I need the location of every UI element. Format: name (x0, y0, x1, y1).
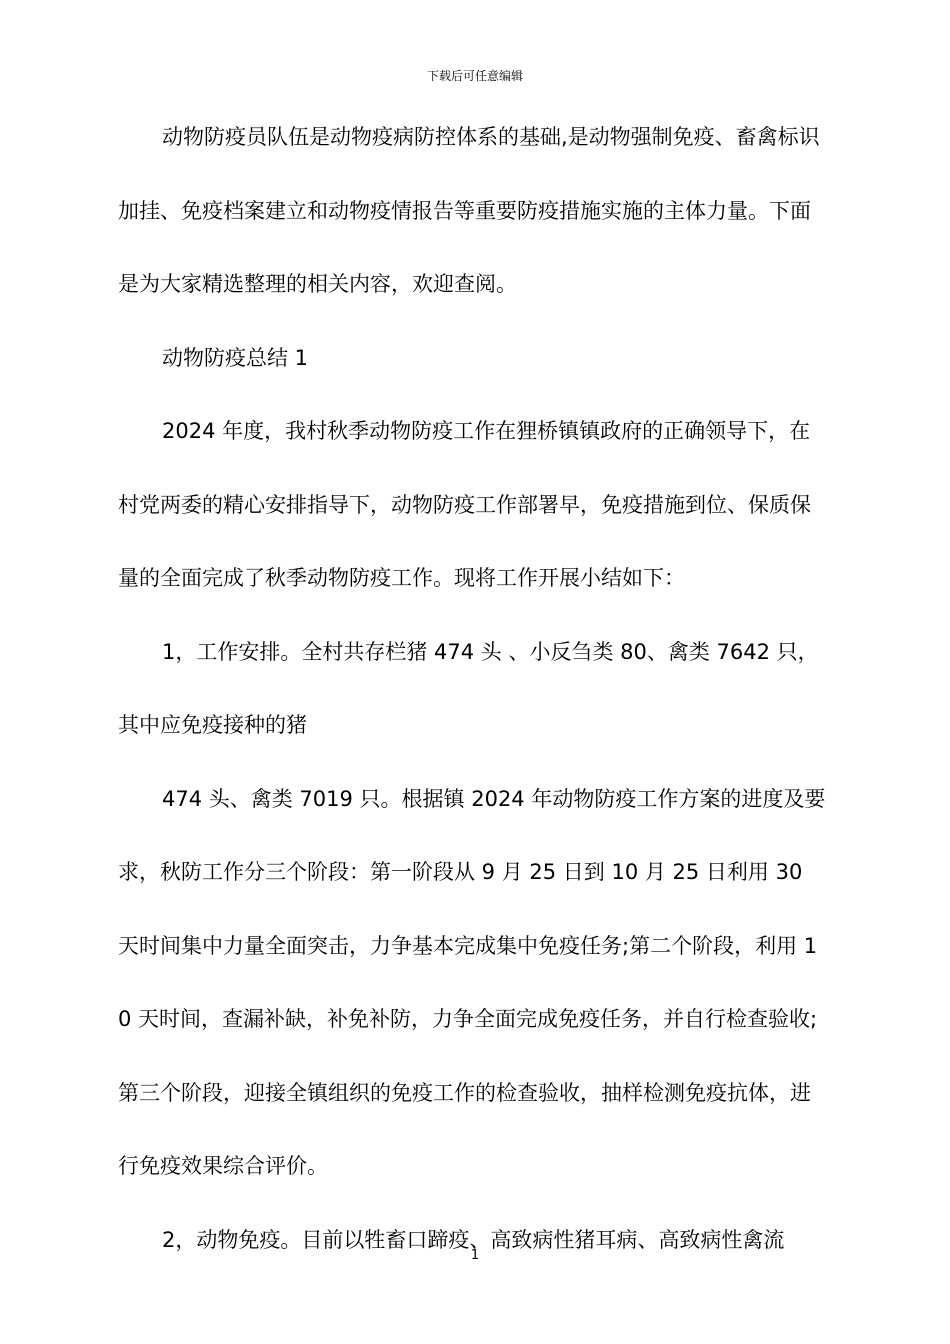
paragraph-summary: 2024 年度，我村秋季动物防疫工作在狸桥镇镇政府的正确领导下，在村党两委的精心安排指导下，动物防疫工作部署早，免疫措施到位、保质保量的全面完成了秋季动物防疫工作。现将工作开展小结如下： (118, 419, 811, 590)
section-heading: 动物防疫总结 1 (162, 345, 309, 370)
paragraph-animal-immunization: 2，动物免疫。目前以牲畜口蹄疫、高致病性猪耳病、高致病性禽流 (162, 1227, 785, 1252)
paragraph-work-arrangement: 1，工作安排。全村共存栏猪 474 头 、小反刍类 80、禽类 7642 只，其中应免疫接种的猪 (118, 639, 819, 737)
paragraph-intro: 动物防疫员队伍是动物疫病防控体系的基础,是动物强制免疫、畜禽标识加挂、免疫档案建立和动物疫情报告等重要防疫措施实施的主体力量。下面是为大家精选整理的相关内容，欢迎查阅。 (118, 125, 820, 296)
document-body (118, 101, 828, 1277)
paragraph-schedule: 474 头、禽类 7019 只。根据镇 2024 年动物防疫工作方案的进度及要求，秋防工作分三个阶段：第一阶段从 9 月 25 日到 10 月 25 日利用 30 天时间集中力量全面突击，力争基本完成集中免疫任务;第二个阶段，利用 10 天时间，查漏补缺，补免补防，力争全面完成免疫任务，并自行检查验收;第三个阶段，迎接全镇组织的免疫工作的检查验收，抽样检测免疫抗体，进行免疫效果综合评价。 (118, 786, 826, 1178)
page-header: 下载后可任意编辑 (426, 69, 523, 83)
page-number: 1 (470, 1248, 480, 1263)
